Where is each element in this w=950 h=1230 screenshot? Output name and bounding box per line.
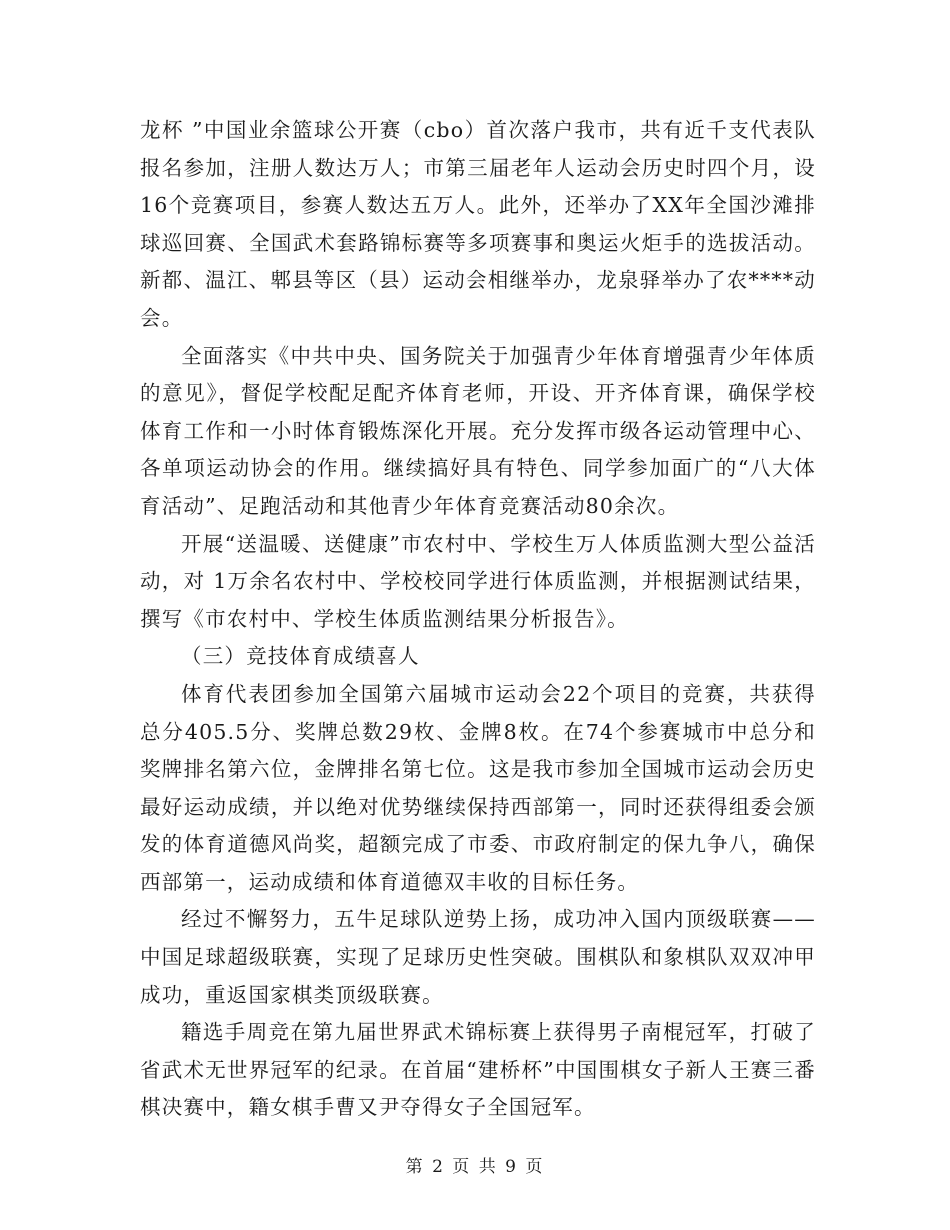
paragraph-4: 体育代表团参加全国第六届城市运动会22个项目的竞赛，共获得总分405.5分、奖牌总数29枚、金牌8枚。在74个参赛城市中总分和奖牌排名第六位，金牌排名第七位。这是我市参加全国城市运动会历史最好运动成绩，并以绝对优势继续保持西部第一，同时还获得组委会颁发的体育道德风尚奖，超额完成了市委、市政府制定的保九争八，确保西部第一，运动成绩和体育道德双丰收的目标任务。 <box>140 681 816 894</box>
paragraph-2: 全面落实《中共中央、国务院关于加强青少年体育增强青少年体质的意见》，督促学校配足配齐体育老师，开设、开齐体育课，确保学校体育工作和一小时体育锻炼深化开展。充分发挥市级各运动管理中心、各单项运动协会的作用。继续搞好具有特色、同学参加面广的“八大体育活动”、足跑活动和其他青少年体育竞赛活动80余次。 <box>140 343 816 518</box>
paragraph-1: 龙杯 ”中国业余篮球公开赛（cbo）首次落户我市，共有近千支代表队报名参加，注册人数达万人；市第三届老年人运动会历史时四个月，设16个竞赛项目，参赛人数达五万人。此外，还举办了XX年全国沙滩排球巡回赛、全国武术套路锦标赛等多项赛事和奥运火炬手的选拔活动。新都、温江、郫县等区（县）运动会相继举办，龙泉驿举办了农****动会。 <box>140 118 816 330</box>
paragraph-6: 籍选手周竞在第九届世界武术锦标赛上获得男子南棍冠军，打破了省武术无世界冠军的纪录。在首届“建桥杯”中国围棋女子新人王赛三番棋决赛中，籍女棋手曹又尹夺得女子全国冠军。 <box>140 1020 816 1120</box>
section-heading: （三）竞技体育成绩喜人 <box>181 644 420 669</box>
document-body <box>140 112 816 1127</box>
paragraph-5: 经过不懈努力，五牛足球队逆势上扬，成功冲入国内顶级联赛——中国足球超级联赛，实现了足球历史性突破。围棋队和象棋队双双冲甲成功，重返国家棋类顶级联赛。 <box>140 907 816 1007</box>
paragraph-3: 开展“送温暖、送健康”市农村中、学校生万人体质监测大型公益活动，对 1万余名农村中、学校校同学进行体质监测，并根据测试结果，撰写《市农村中、学校生体质监测结果分析报告》。 <box>140 531 816 631</box>
page-number-footer: 第 2 页 共 9 页 <box>405 1157 545 1177</box>
